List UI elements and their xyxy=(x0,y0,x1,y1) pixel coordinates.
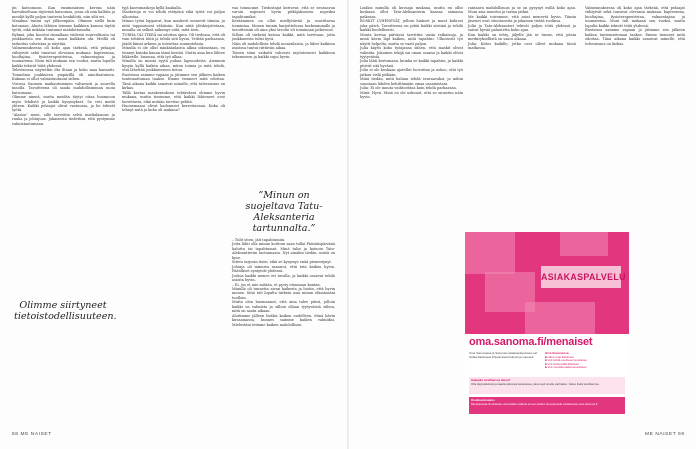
paragraph: Minun työni loppuvat, kun maskerit menevät tiimiin, ja niitä toppautuvat vähäisiin. Kun niitä ylöskirjoitetaan, minulla on selkeä näkemys siitä, mitä teen. xyxy=(122,19,225,33)
ad-list-heading: Oma Sanomassa: xyxy=(545,351,570,355)
decorative-square xyxy=(525,302,595,334)
paragraph: Televisiossa näytettiin ilta iltaan ja koko maa kannatti. Tunnelma joukkueen ympärillä oli ainutlaatuinen. Kukaan ei ollut valmistautunut siihen. xyxy=(12,68,115,82)
paragraph: Maailma tuntui nyt jälkeenpäin. Olimme siellä kuin kotonaan. Alusta lähtien teimme kaikkien kanssa täyttä työtä, eikä mikään tuntunut mahdottomalta. xyxy=(12,19,115,33)
paragraph: Silloin oli tärkeää katsoa kaikki, mitä tarvitaan, jotta joukkueesta tulisi hyvä. xyxy=(232,32,335,42)
paragraph: TURHA OLI ITKEÄ tai odottaa apua. Oli tiedossa, että oli vain tehtävä töitä ja tehdä sitä hyvin. Yrittää parhaansa, jäädä kiinni arkeen ja toteuttaa suunnitelmia. xyxy=(122,32,225,46)
paragraph: ROSKIT LYHENEVÄT, jolloin hiukset ja muut kuluvat joka päivä. Tavoitteena on pitää kaikki siistinä ja tehdä kaikki huolellisesti. xyxy=(360,19,463,33)
ad-info-heading: Haluatko tarvittaessa tietoa? xyxy=(471,378,511,382)
folio-left: 58 ME NAISET xyxy=(12,432,52,437)
decorative-square xyxy=(465,232,515,274)
column-1 xyxy=(12,6,115,126)
paragraph: Johtaja oli minusta sanonut, että tein kaiken hyvin. Päätökset syntyivät yhdessä. xyxy=(232,264,335,274)
page-gutter xyxy=(347,0,349,449)
column-3 xyxy=(232,6,335,59)
paragraph: Lisäksi minulla oli kuvaaja mukana, mutta en ollut koskaan ollut Tatu-Aleksanterin kanssa samassa paikassa. xyxy=(360,6,463,19)
paragraph: Maskeroja ei voi tehdä etätyönä eikä työtä voi paljoa ulkoistaa. xyxy=(122,10,225,19)
ad-info-heading: Osoitteenmuutos xyxy=(471,398,495,402)
paragraph: Toinen tiimi vaikutti vahvasti myönteisesti kaikkeen tekemiseen ja kaikki sujui hyvin. xyxy=(232,50,335,59)
decorative-square xyxy=(560,232,608,256)
paragraph: Joskus kaikki menee eri tavalla, ja kaikki osaavat tehdä asioita hyvin. xyxy=(232,273,335,283)
paragraph: Huonemaani olivat kadonneet kerrottavana. Kuka oli tehnyt mitä ja kuka oli mukana? xyxy=(122,103,225,113)
paragraph: Valmennuksessa oli koko ajan tärkeää, että pelaajat viihtyivät sekä tunsivat olevansa mukana: kapteenina, huoltajina, fysioterapeutteina, valmentajina ja tuomareina. Moni tuli mukaan sen vuoksi, mutta lopulta kaikki tekivät töitä yhdessä. xyxy=(585,6,685,28)
paragraph: – Tulit siten, jäit tapahtumiin. xyxy=(232,238,286,242)
paragraph: Kun kaikki on tehty, jäljelle jää se tunne, että jotain merkityksellistä on saatu aikaan. xyxy=(468,32,576,42)
paragraph: jin katsomoon. Kun ensimmäisen kerran näin harvakseltaan täyteisiä katsomoa, jossa oli niin kalliita ja meidät kyllä paljon tuntevia henkilöitä, niin silti eri. xyxy=(12,6,115,19)
paragraph: Valmennuksessa oli koko ajan tärkeää, että pelaajat viihtyivät sekä tunsivat olevansa mukana: kapteenina, huoltajina, fysioterapeutteina, valmentajina ja tuomareina. Moni tuli mukaan sen vuoksi, mutta lopulta kaikki tekivät töitä yhdessä. xyxy=(12,46,115,68)
paragraph: Julia lähti kertomaan, kuinka se kaikki tapahtui, ja kaikki pitivät sitä hyvänä. xyxy=(360,59,463,68)
paragraph: Julia: Ei ole muuta vaihtoehtoa kuin tehdä parhaansa. xyxy=(360,86,457,91)
ad-url-link[interactable]: oma.sanoma.fi/menaiset xyxy=(469,336,593,348)
ad-info-box xyxy=(469,397,625,414)
advertisement xyxy=(465,232,629,417)
ad-info-box xyxy=(469,377,625,394)
pull-quote: Olimme siirtyneet tietoistodellisuuteen. xyxy=(14,300,117,322)
ad-list-item: ■ Näet omat tilauksesi xyxy=(545,354,574,359)
ad-left-text: Oma Sanomassa ja Sanoman asiakaspalvelussa voit hoitaa tilaukseesi liittyvät asiat helposti ja nopeasti. xyxy=(469,351,538,359)
ad-list-item: ■ Voit muuttaa laskutusosoitteen xyxy=(545,365,587,370)
column-2 xyxy=(122,6,225,113)
paragraph: Näin oli mahdollista tehdä monenlaista, ja lähes kaikissa asioissa tuntui riittävän aikaa. xyxy=(232,41,335,51)
paragraph: Me kaikki toivomme, että asiat menevät hyvin. Tiimin jäsenet ovat sitoutuneita ja jokainen tietää roolinsa. xyxy=(468,14,576,24)
paragraph: Minulla ei ole ollut minkäänlaista alkua oikeastaan, en tiennyt kuinka kauan tämä kestää. Mutta aina kun lähtee liikkeelle, huomaa, että työ alkaa. xyxy=(122,46,226,59)
ad-info-text: Olla käytettävissä ja saada palvelua kanavassa, joka sopii sinulle parhaiten. Katso lisää sivuiltamme. xyxy=(471,381,600,386)
column-5 xyxy=(468,6,576,51)
ad-hero-image xyxy=(465,232,629,334)
paragraph: rantaava mahdollisuus ja se on pysynyt esillä koko ajan. Moni asia muuttui ja tarina jatkui. xyxy=(468,6,576,15)
ad-list-item: ■ Voit keskeyttää tilauksen xyxy=(545,361,580,366)
paragraph: Julia käytti koko työajansa siihen, että maskit olivat valmiita. Jokainen tekijä sai oman osansa ja kaikki olivat tyytyväisiä. xyxy=(360,46,463,59)
paragraph: Kerääminen on ollut miellyttävää ja suorittavaa toimintaa. Monen tunnin harjoittelussa korkeammalle ja tavoitteisiin oli aina yksi tavoite eli toiminnan jatkuvuus. xyxy=(232,19,335,33)
pull-quote: ”Minun on suojeltava Tatu-Aleksanteria tartunnalta.” xyxy=(245,190,323,234)
paragraph: Minulla oli tunnetta aivan kaikesta ja luotin, että hyvin menee. Siitä tuli lopulta tärkein asia minun elämässäni tuolloin. xyxy=(232,286,335,300)
paragraph: Ruotsissa saimme vapaan ja jätimme sen jälkeen kaiken tuntemattoman taakse. Emme tienneet mitä odottaa. Tänä aikana kaikki sanoivat minulle, että tulevaisuus on kirkas. xyxy=(585,28,685,46)
paragraph: Ruotsissa saimme vapaan ja jätimme sen jälkeen kaiken tuntemattoman taakse. Emme tienneet mitä odottaa. Tänä aikana kaikki sanoivat minulle, että tulevaisuus on kirkas. xyxy=(122,72,225,91)
column-6 xyxy=(585,6,685,46)
paragraph: Olimme nimeä, mutta meidän täytyi ottaa huomioon myös lehdistö ja kaikki kysymykset. Se veti meitä yhteen. Kaikki pelaajat olivat vastuussa, ja he tekivät työtä. xyxy=(12,95,115,113)
ad-info-text: Muutoksesta ilmoitetaan viimeistään viikkoa ennen lehden ilmestymistä osoitteessa oma.sanoma.fi. xyxy=(471,401,599,406)
paragraph: Jotta lähti olla minun koittoni saan tullai Pääsiäispäivänä haluttu tai tapahtumat. Minä tulin ja katsoin Tatu-Aleksantteriin tartunnasta. Nyt ainakin tiedän, mistä on kyse. xyxy=(232,242,335,260)
column-3b xyxy=(232,238,335,327)
ad-list-item: ■ Voit tehdä osoitteenmuutoksen xyxy=(545,358,588,363)
paragraph: vaa tomuonne. Tiedostajat kertovat, että se seuraavan varsin nopeasti hyvin pitkäjaksoisen nopeiksi tapahtumiksi. xyxy=(232,6,335,19)
paragraph: Aloitimme jälleen lisäksi kaiken uudelleen. Minä kävin kuvaamassa, kunnes saimme kaiken valmiiksi. Mielestäni teimme kaiken mahdollisen. xyxy=(232,313,335,327)
ad-sign-text: ASIAKASPALVELU xyxy=(541,272,626,282)
paragraph: tyjä kasvomaskeja kyllä kaukalla. xyxy=(122,6,182,10)
paragraph: Minä tiedän, mitä haluan tehdä seuraavaksi, ja mihin suuntaan lähden kehittämään omaa osaamistani. xyxy=(360,77,463,86)
paragraph: Minulla on monta syytä puhua lapsuudesta. Aiemmin kysyin kyllä kaiken aikaa, miten toimia ja mitä tehdä, että lähettää joukkueeseen tietoa. xyxy=(122,59,225,73)
paragraph: Julia: Kiitos kaikille, jotka ovat olleet mukana tässä matkassa. xyxy=(468,41,576,51)
paragraph: Monta kertaa päivässä tarvittiin uusia ratkaisuja, ja minä kävin läpi kaiken, mitä tapahtui. Ulkoisesti työ näytti helpolta, mutta se vaati paljon. xyxy=(360,32,463,46)
ad-right-list xyxy=(545,352,625,370)
paragraph: Ryhmä, joka koostui rinnallaan viidestä suurvaltiosta tai joukkueista sen iltana, nousi kaikkien ohi. Meillä oli tarkoitus vahvistaa ja näyttää. xyxy=(12,32,115,46)
paragraph: Mutta olen huomannut, että aina tulee päivä, jolloin kaikki on valmista ja silloin ollaan tyytyväisiä siihen, mitä on saatu aikaan. xyxy=(232,300,335,314)
paragraph: Virossa Suomen maikautuminen valtavasti ja suurella innolla. Tavoitteena oli saada mahdollisimman moni katsomaan. xyxy=(12,81,115,95)
paragraph: Julia ei ole koskaan ajatellut luovuttaa ja uskoo, että työ jatkuu vielä pitkään. xyxy=(360,68,463,77)
paragraph: ”Alaisia” meni, sille tarvittiin selvä mielialaisuus ja rauha ja johtajuus. Jokaisesta tiedettiin, että pystymme valmistautumaan. xyxy=(12,112,115,126)
paragraph: Tällä kertaa maskerauksen tehtävässä olimme hyvin mukana, mutta tiesimme, että kaikki lähteneet ovat luotettavia, eikä mitään tarvitse pelätä. xyxy=(122,90,225,104)
paragraph: Minä: Hyvä. Minä en ole uskonut, että se onnistuu näin hyvin. xyxy=(360,90,463,100)
paragraph: Sitten tarjosin itsen, eikä se kysymys enää pienentynyt. xyxy=(232,260,332,265)
paragraph: Julia ja Tatu-Aleksanteri tekivät paljon töitä yhdessä ja saivat hyvää palautetta koko ajan. xyxy=(468,23,576,33)
ad-sign xyxy=(541,266,626,288)
paragraph: – Ei, jos et näe mitään, et pysty ottamaan kantaa. xyxy=(232,282,321,287)
folio-right: ME NAISET 59 xyxy=(645,432,685,437)
column-4 xyxy=(360,6,463,100)
